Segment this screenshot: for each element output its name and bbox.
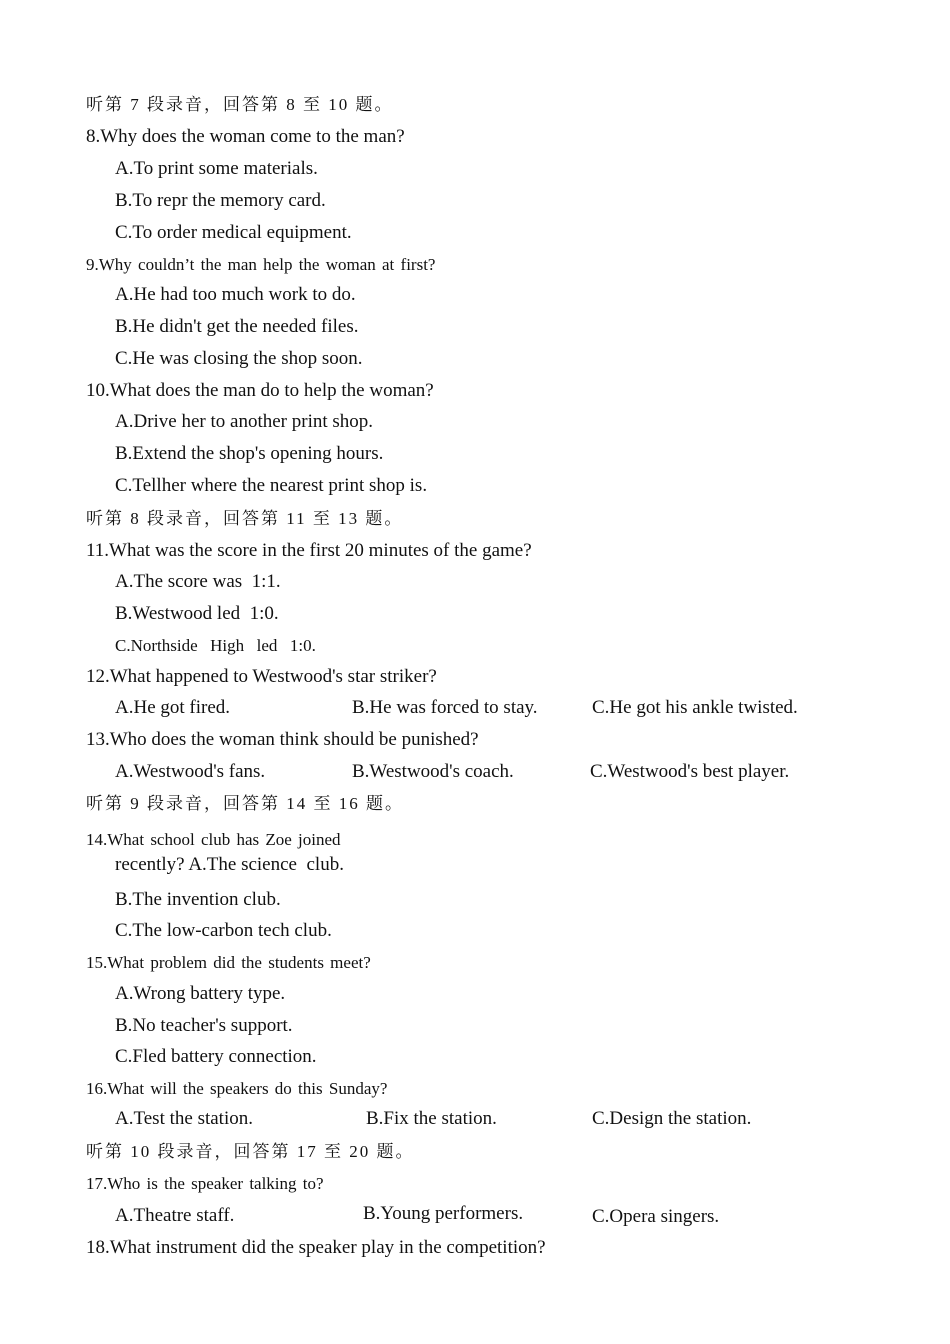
option-11b: B.Westwood led 1:0.	[115, 603, 279, 624]
section-heading-10: 听第 10 段录音，回答第 17 至 20 题。	[86, 1142, 415, 1161]
option-17a: A.Theatre staff.	[115, 1205, 235, 1226]
section-heading-9: 听第 9 段录音，回答第 14 至 16 题。	[86, 794, 404, 813]
option-17b: B.Young performers.	[363, 1203, 524, 1224]
question-14-line2: recently? A.The science club.	[115, 854, 344, 875]
option-14c: C.The low-carbon tech club.	[115, 920, 332, 941]
question-13: 13.Who does the woman think should be punished?	[86, 729, 479, 750]
option-15b: B.No teacher's support.	[115, 1015, 293, 1036]
option-13a: A.Westwood's fans.	[115, 761, 266, 782]
question-18: 18.What instrument did the speaker play in the competition?	[86, 1237, 546, 1258]
question-16: 16.What will the speakers do this Sunday?	[86, 1079, 388, 1098]
question-15: 15.What problem did the students meet?	[86, 953, 371, 972]
option-16b: B.Fix the station.	[366, 1108, 497, 1129]
option-14b: B.The invention club.	[115, 889, 281, 910]
option-8b: B.To repr the memory card.	[115, 190, 326, 211]
section-heading-8: 听第 8 段录音，回答第 11 至 13 题。	[86, 509, 404, 528]
question-11: 11.What was the score in the first 20 minutes of the game?	[86, 540, 532, 561]
option-8a: A.To print some materials.	[115, 158, 318, 179]
question-9: 9.Why couldn’t the man help the woman at first?	[86, 255, 436, 274]
question-17: 17.Who is the speaker talking to?	[86, 1174, 324, 1193]
option-10b: B.Extend the shop's opening hours.	[115, 443, 384, 464]
question-14-line1: 14.What school club has Zoe joined	[86, 830, 341, 849]
option-16c: C.Design the station.	[592, 1108, 752, 1129]
question-8: 8.Why does the woman come to the man?	[86, 126, 405, 147]
option-8c: C.To order medical equipment.	[115, 222, 352, 243]
option-12b: B.He was forced to stay.	[352, 697, 538, 718]
option-9c: C.He was closing the shop soon.	[115, 348, 363, 369]
option-13b: B.Westwood's coach.	[352, 761, 514, 782]
option-15c: C.Fled battery connection.	[115, 1046, 317, 1067]
option-11c: C.Northside High led 1:0.	[115, 636, 316, 655]
section-heading-7: 听第 7 段录音，回答第 8 至 10 题。	[86, 95, 394, 114]
option-10a: A.Drive her to another print shop.	[115, 411, 374, 432]
question-10: 10.What does the man do to help the woman?	[86, 380, 434, 401]
option-10c: C.Tellher where the nearest print shop is.	[115, 475, 428, 496]
question-12: 12.What happened to Westwood's star striker?	[86, 666, 437, 687]
option-17c: C.Opera singers.	[592, 1206, 720, 1227]
option-9b: B.He didn't get the needed files.	[115, 316, 359, 337]
option-15a: A.Wrong battery type.	[115, 983, 286, 1004]
option-12a: A.He got fired.	[115, 697, 231, 718]
option-13c: C.Westwood's best player.	[590, 761, 790, 782]
option-9a: A.He had too much work to do.	[115, 284, 356, 305]
option-11a: A.The score was 1:1.	[115, 571, 281, 592]
option-12c: C.He got his ankle twisted.	[592, 697, 798, 718]
option-16a: A.Test the station.	[115, 1108, 253, 1129]
